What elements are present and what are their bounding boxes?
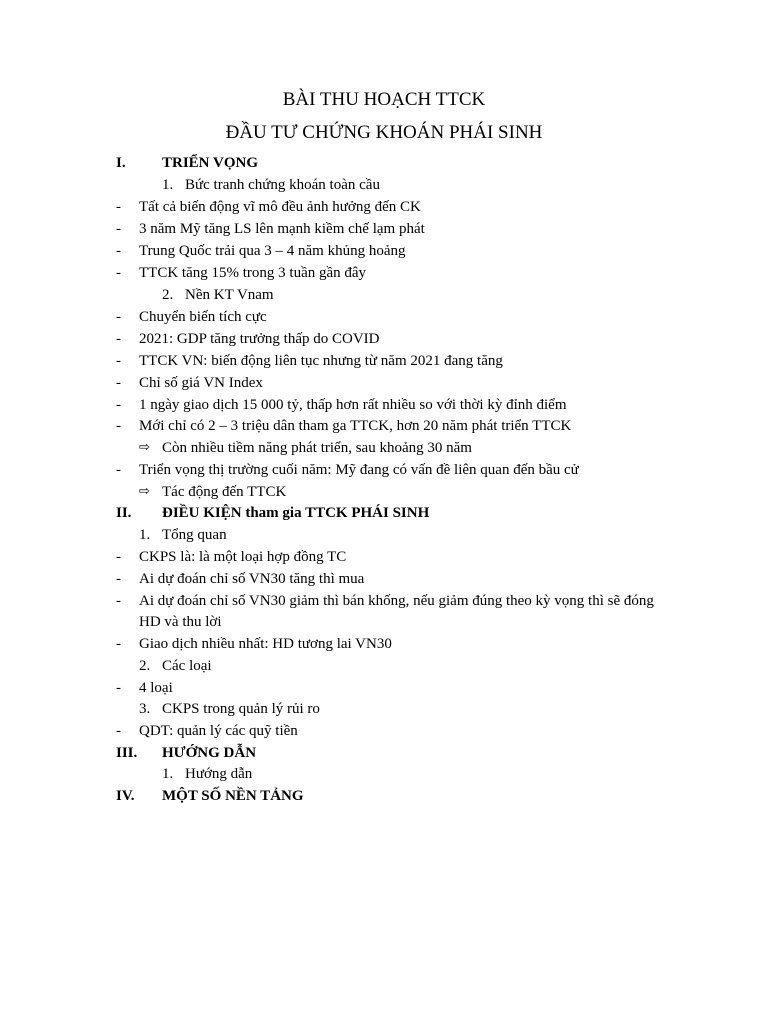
section-heading <box>0 742 768 764</box>
numbered-item <box>0 284 768 306</box>
item-text: Trung Quốc trải qua 3 – 4 năm khủng hoảng <box>139 243 406 259</box>
bullet-item <box>0 372 768 394</box>
document-title: BÀI THU HOẠCH TTCK <box>282 89 486 110</box>
item-text: Triển vọng thị trường cuối năm: Mỹ đang có vấn đề liên quan đến bầu cử <box>139 462 579 478</box>
item-text: Ai dự đoán chỉ số VN30 tăng thì mua <box>139 571 365 587</box>
item-text: Còn nhiều tiềm năng phát triển, sau khoảng 30 năm <box>162 440 472 456</box>
item-number: 1. <box>139 527 151 543</box>
item-text: Hướng dẫn <box>185 766 253 782</box>
section-heading <box>0 785 768 807</box>
bullet-item <box>0 262 768 284</box>
item-text: Bức tranh chứng khoán toàn cầu <box>185 177 380 193</box>
item-text: Tác động đến TTCK <box>162 484 287 500</box>
dash-bullet: - <box>116 243 121 259</box>
bullet-item <box>0 633 768 655</box>
item-text: 1 ngày giao dịch 15 000 tỷ, thấp hơn rất nhiều so với thời kỳ đỉnh điểm <box>139 397 567 413</box>
dash-bullet: - <box>116 680 121 696</box>
section-title: ĐIỀU KIỆN tham gia TTCK PHÁI SINH <box>162 505 430 521</box>
dash-bullet: - <box>116 331 121 347</box>
dash-bullet: - <box>116 309 121 325</box>
item-number: 2. <box>139 658 151 674</box>
item-text: Nền KT Vnam <box>185 287 274 303</box>
bullet-item <box>0 328 768 350</box>
dash-bullet: - <box>116 418 121 434</box>
bullet-item <box>0 546 768 568</box>
arrow-right-icon: ⇨ <box>139 484 150 499</box>
numbered-item <box>0 698 768 720</box>
arrow-right-icon: ⇨ <box>139 440 150 455</box>
item-text: 4 loại <box>139 680 173 696</box>
item-number: 1. <box>162 177 174 193</box>
dash-bullet: - <box>116 462 121 478</box>
bullet-item <box>0 677 768 699</box>
dash-bullet: - <box>116 723 121 739</box>
item-text: HD và thu lời <box>139 614 222 630</box>
bullet-item <box>0 459 768 481</box>
item-text: Các loại <box>162 658 212 674</box>
numbered-item <box>0 524 768 546</box>
section-title: MỘT SỐ NỀN TẢNG <box>162 788 304 804</box>
item-text: Chuyển biến tích cực <box>139 309 267 325</box>
dash-bullet: - <box>116 353 121 369</box>
dash-bullet: - <box>116 375 121 391</box>
item-text: CKPS là: là một loại hợp đồng TC <box>139 549 347 565</box>
item-text: Tất cả biến động vĩ mô đều ảnh hưởng đến CK <box>139 199 421 215</box>
section-number: I. <box>116 155 126 171</box>
dash-bullet: - <box>116 571 121 587</box>
numbered-item <box>0 763 768 785</box>
item-text: Chỉ số giá VN Index <box>139 375 263 391</box>
section-heading <box>0 152 768 174</box>
item-text: 2021: GDP tăng trưởng thấp do COVID <box>139 331 380 347</box>
bullet-item <box>0 218 768 240</box>
bullet-item <box>0 720 768 742</box>
arrow-item <box>0 437 768 459</box>
bullet-item <box>0 350 768 372</box>
numbered-item <box>0 174 768 196</box>
bullet-item <box>0 394 768 416</box>
dash-bullet: - <box>116 549 121 565</box>
item-number: 3. <box>139 701 151 717</box>
bullet-item <box>0 590 768 612</box>
item-text: CKPS trong quản lý rủi ro <box>162 701 320 717</box>
continuation-line <box>0 611 768 633</box>
dash-bullet: - <box>116 593 121 609</box>
item-text: TTCK tăng 15% trong 3 tuần gần đây <box>139 265 367 281</box>
item-number: 2. <box>162 287 174 303</box>
item-text: 3 năm Mỹ tăng LS lên mạnh kiềm chế lạm phát <box>139 221 425 237</box>
item-number: 1. <box>162 766 174 782</box>
bullet-item <box>0 415 768 437</box>
dash-bullet: - <box>116 265 121 281</box>
section-title: TRIỂN VỌNG <box>162 155 258 171</box>
document-subtitle: ĐẦU TƯ CHỨNG KHOÁN PHÁI SINH <box>225 122 543 143</box>
item-text: Mới chỉ có 2 – 3 triệu dân tham ga TTCK, hơn 20 năm phát triển TTCK <box>139 418 572 434</box>
section-number: IV. <box>116 788 135 804</box>
arrow-item <box>0 481 768 503</box>
bullet-item <box>0 568 768 590</box>
bullet-item <box>0 306 768 328</box>
dash-bullet: - <box>116 397 121 413</box>
item-text: QDT: quản lý các quỹ tiền <box>139 723 298 739</box>
dash-bullet: - <box>116 221 121 237</box>
section-title: HƯỚNG DẪN <box>162 745 257 761</box>
item-text: TTCK VN: biến động liên tục nhưng từ năm 2021 đang tăng <box>139 353 503 369</box>
bullet-item <box>0 196 768 218</box>
dash-bullet: - <box>116 636 121 652</box>
numbered-item <box>0 655 768 677</box>
item-text: Giao dịch nhiều nhất: HD tương lai VN30 <box>139 636 392 652</box>
section-number: III. <box>116 745 138 761</box>
bullet-item <box>0 240 768 262</box>
section-number: II. <box>116 505 132 521</box>
section-heading <box>0 502 768 524</box>
dash-bullet: - <box>116 199 121 215</box>
item-text: Tổng quan <box>162 527 227 543</box>
item-text: Ai dự đoán chỉ số VN30 giảm thì bán khống, nếu giảm đúng theo kỳ vọng thì sẽ đóng <box>139 593 654 609</box>
